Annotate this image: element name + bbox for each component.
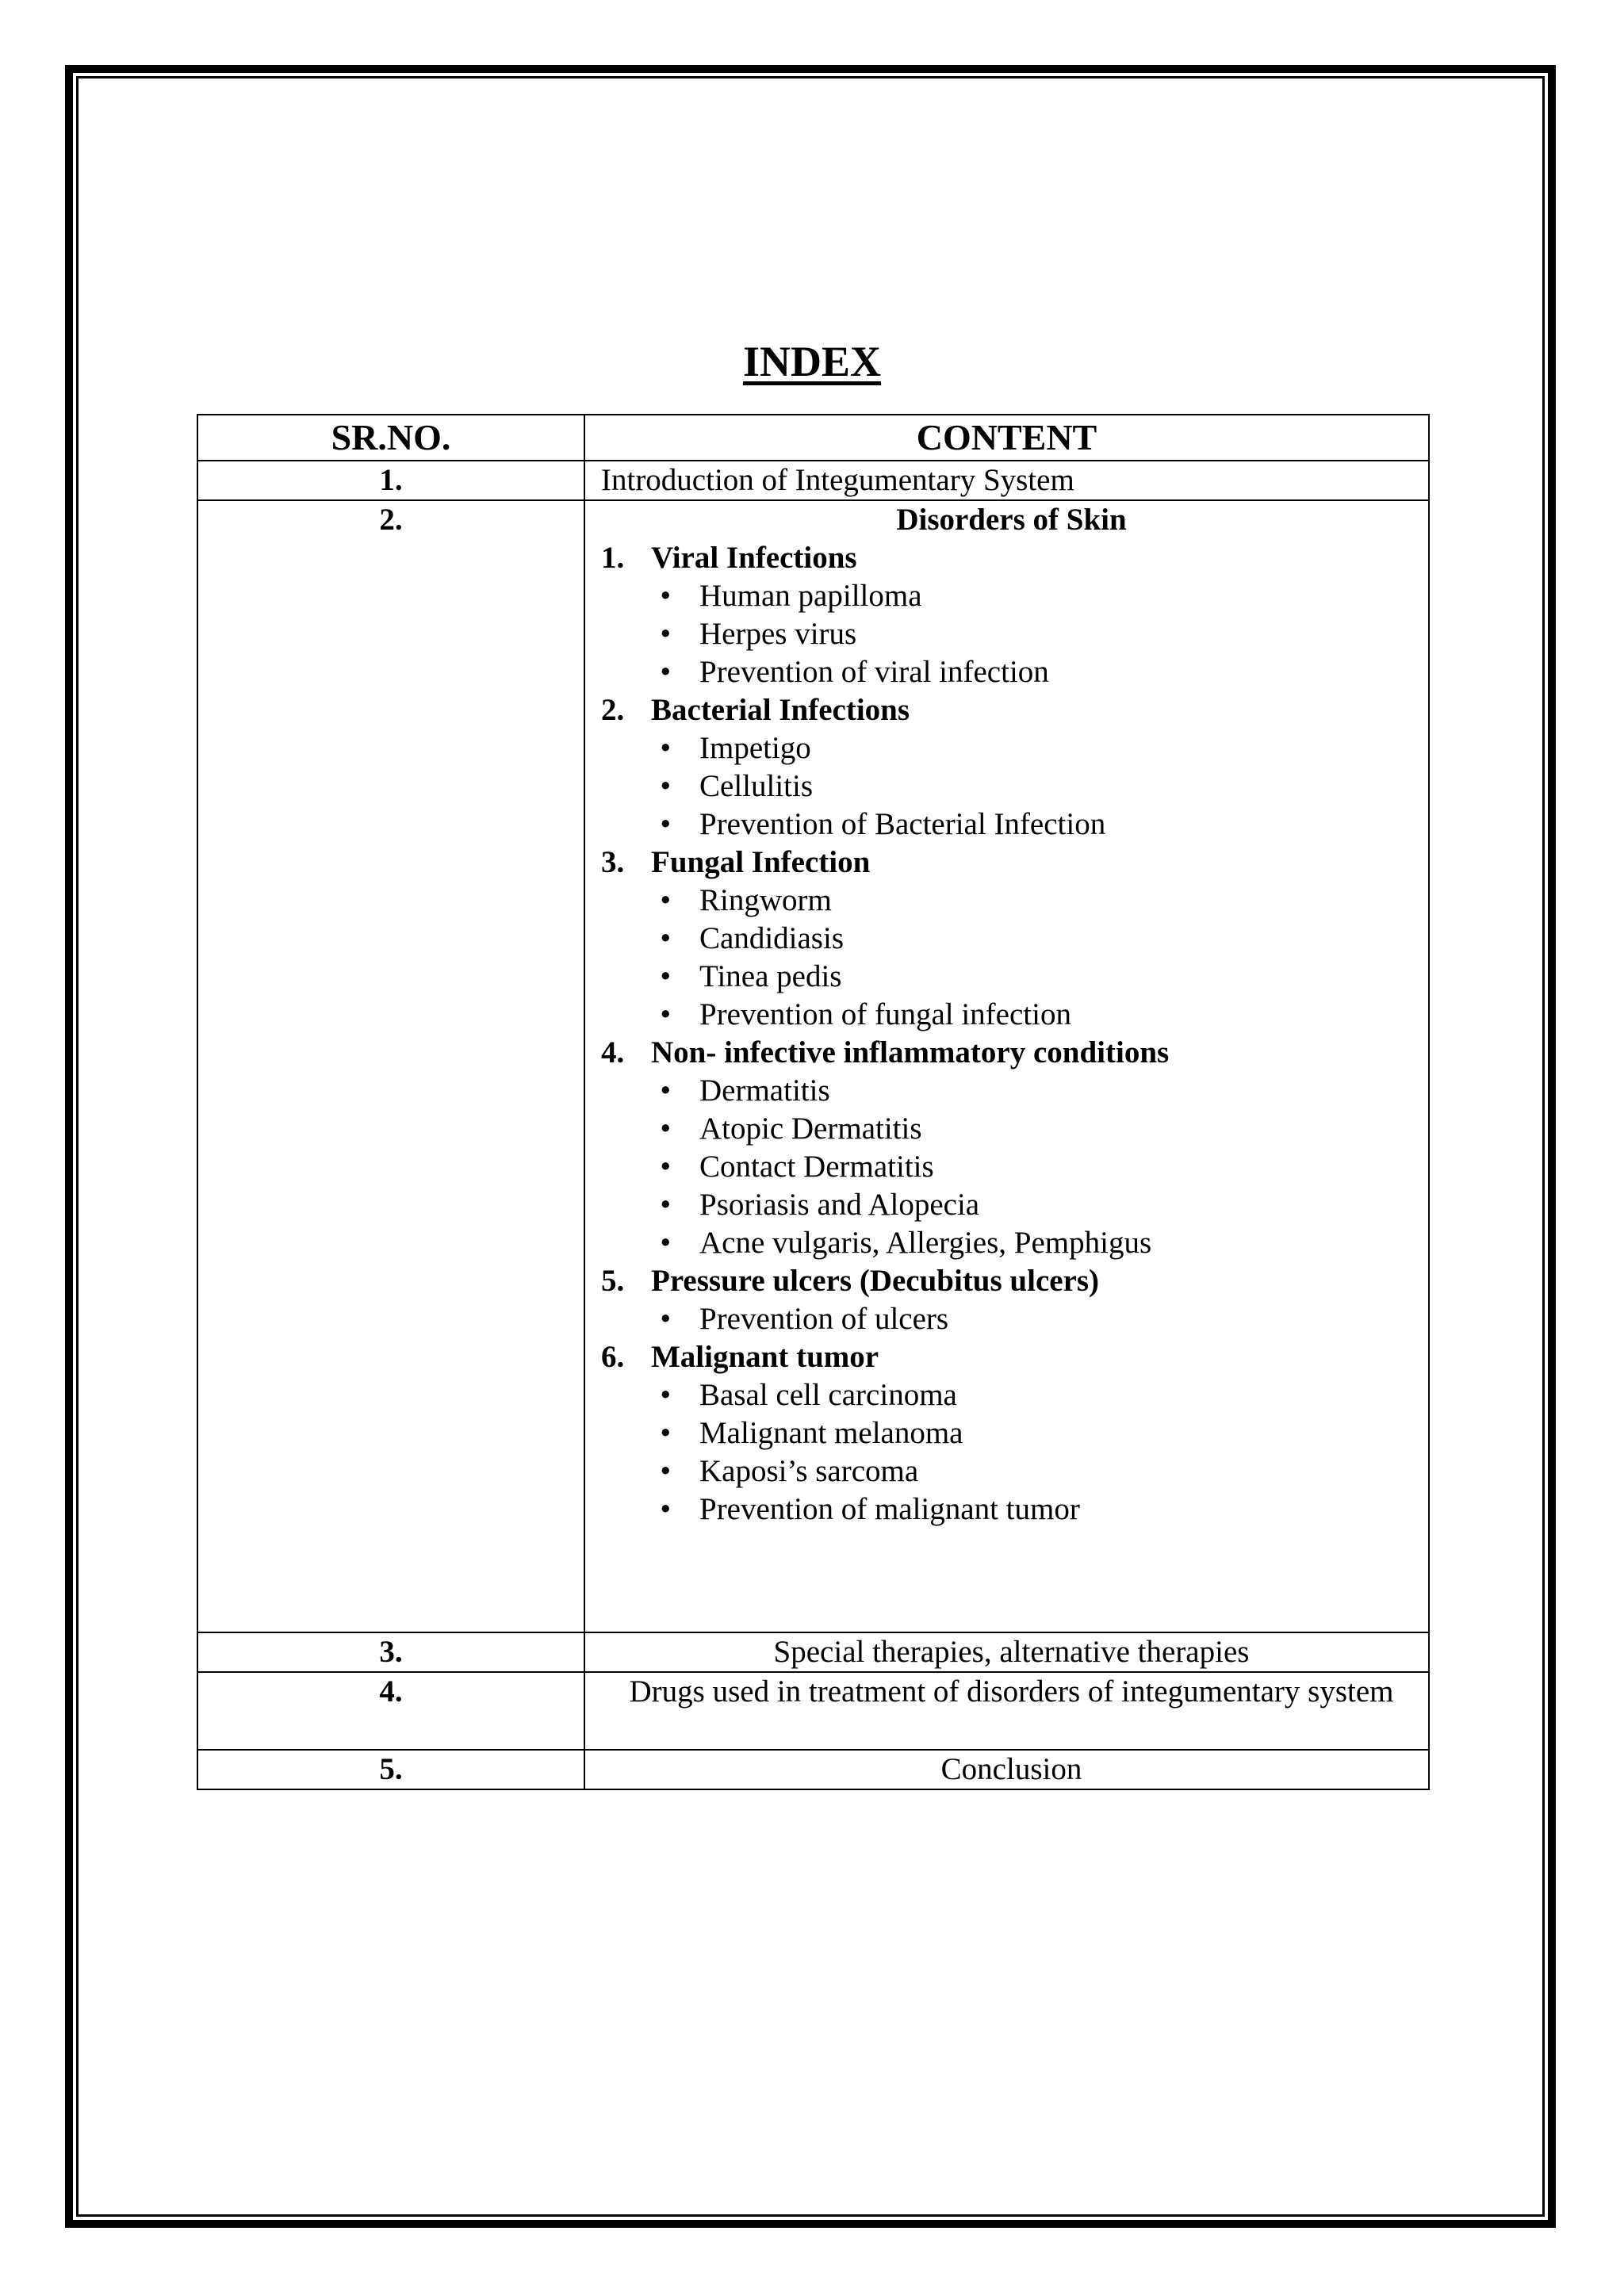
list-item [601,1414,1422,1452]
bullet-icon: • [660,579,671,613]
section-title: Pressure ulcers (Decubitus ulcers) [651,1264,1100,1298]
row-sr-no: 1. [197,461,584,500]
list-item [601,1072,1422,1110]
bullet-icon: • [660,921,671,955]
list-item-text: Acne vulgaris, Allergies, Pemphigus [699,1226,1152,1260]
section-category [601,844,1422,882]
list-item-text: Impetigo [699,731,811,765]
list-item [601,729,1422,767]
section-title: Viral Infections [651,541,857,575]
row-sr-no: 3. [197,1632,584,1672]
list-item-text: Contact Dermatitis [699,1150,934,1184]
page-title: INDEX [742,338,882,385]
list-item [601,996,1422,1034]
section-category [601,539,1422,577]
row-sr-no: 2. [197,500,584,1632]
section-category [601,1338,1422,1376]
list-item [601,806,1422,844]
list-item-text: Candidiasis [699,921,844,955]
list-item-text: Prevention of viral infection [699,655,1049,689]
disorder-sections [601,539,1422,1529]
header-content: CONTENT [584,415,1429,461]
bullet-list [601,1300,1422,1338]
bullet-list [601,1072,1422,1262]
list-item-text: Basal cell carcinoma [699,1378,957,1412]
list-item [601,1376,1422,1414]
row-sr-no: 4. [197,1672,584,1750]
list-item [601,1224,1422,1262]
bullet-icon: • [660,1492,671,1526]
list-item-text: Malignant melanoma [699,1416,963,1450]
bullet-icon: • [660,1112,671,1146]
bullet-icon: • [660,617,671,651]
section-number: 2. [601,693,625,727]
bullet-list [601,577,1422,691]
bullet-list [601,1376,1422,1529]
row-content: Special therapies, alternative therapies [584,1632,1429,1672]
list-item [601,1452,1422,1490]
list-item [601,920,1422,958]
bullet-icon: • [660,1150,671,1184]
bullet-icon: • [660,1073,671,1108]
bullet-icon: • [660,807,671,841]
bullet-icon: • [660,959,671,993]
bullet-icon: • [660,731,671,765]
row-content: Conclusion [584,1750,1429,1789]
list-item-text: Herpes virus [699,617,857,651]
list-item-text: Atopic Dermatitis [699,1112,922,1146]
row-content: Drugs used in treatment of disorders of integumentary system [584,1672,1429,1750]
section-heading: Disorders of Skin [896,503,1127,537]
list-item [601,767,1422,806]
list-item [601,653,1422,691]
section-title: Malignant tumor [651,1340,879,1374]
bullet-list [601,882,1422,1034]
list-item [601,1148,1422,1186]
section-number: 6. [601,1340,625,1374]
table-header-row [197,415,1429,461]
table-row [197,461,1429,500]
table-row [197,500,1429,1632]
list-item [601,1186,1422,1224]
list-item-text: Ringworm [699,883,832,917]
list-item [601,1490,1422,1529]
section-number: 3. [601,845,625,879]
list-item-text: Tinea pedis [699,959,842,993]
bullet-icon: • [660,769,671,803]
bullet-icon: • [660,883,671,917]
list-item-text: Psoriasis and Alopecia [699,1188,980,1222]
bullet-icon: • [660,1454,671,1488]
bullet-icon: • [660,1416,671,1450]
list-item-text: Prevention of ulcers [699,1302,949,1336]
list-item [601,577,1422,615]
list-item-text: Prevention of Bacterial Infection [699,807,1106,841]
section-title: Fungal Infection [651,845,871,879]
list-item [601,615,1422,653]
section-number: 5. [601,1264,625,1298]
section-number: 4. [601,1035,625,1070]
bullet-icon: • [660,655,671,689]
list-item-text: Cellulitis [699,769,814,803]
row-sr-no: 5. [197,1750,584,1789]
bullet-icon: • [660,1378,671,1412]
bullet-icon: • [660,1188,671,1222]
section-number: 1. [601,541,625,575]
row-content-disorders [584,500,1429,1632]
bullet-icon: • [660,997,671,1031]
bullet-icon: • [660,1302,671,1336]
section-category [601,1262,1422,1300]
section-title: Bacterial Infections [651,693,910,727]
list-item [601,1300,1422,1338]
section-category [601,691,1422,729]
table-row [197,1632,1429,1672]
bullet-icon: • [660,1226,671,1260]
list-item-text: Dermatitis [699,1073,830,1108]
list-item [601,958,1422,996]
table-row [197,1672,1429,1750]
list-item-text: Prevention of malignant tumor [699,1492,1080,1526]
list-item [601,1110,1422,1148]
header-sr-no: SR.NO. [197,415,584,461]
list-item-text: Kaposi’s sarcoma [699,1454,919,1488]
section-title: Non- infective inflammatory conditions [651,1035,1170,1070]
row-content: Introduction of Integumentary System [584,461,1429,500]
section-category [601,1034,1422,1072]
bullet-list [601,729,1422,844]
list-item-text: Human papilloma [699,579,922,613]
list-item-text: Prevention of fungal infection [699,997,1071,1031]
index-table [197,414,1430,1790]
table-row [197,1750,1429,1789]
list-item [601,882,1422,920]
